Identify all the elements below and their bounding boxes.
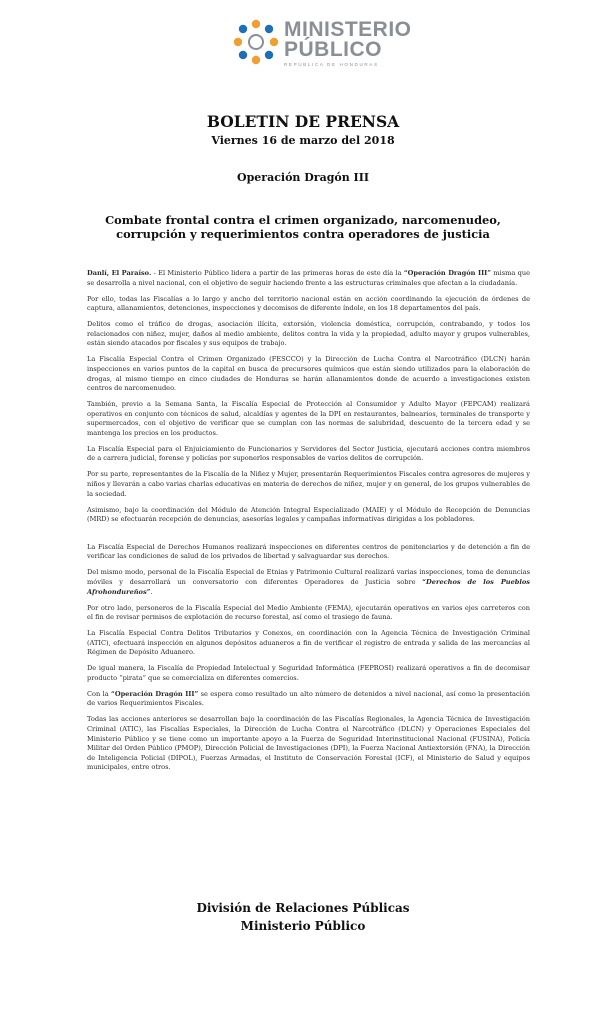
paragraph-12: La Fiscalía Especial Contra Delitos Tributarios y Conexos, en coordinación con la Agencia Técnica de Investigación Criminal (ATIC), efectuará inspección en algunos depósitos aduaneros a fin de verificar el registro de entrada y salida de las mercancías al Régimen de Depósito Aduanero. — [87, 629, 530, 657]
paragraph-1: Danlí, El Paraíso. - El Ministerio Público lidera a partir de las primeras horas de este día la “Operación Dragón III” misma que se desarrolla a nivel nacional, con el objetivo de seguir haciendo frente a las estructuras criminales que afectan a la ciudadanía. — [87, 269, 530, 287]
bulletin-body — [87, 269, 530, 779]
footer-institution: Ministerio Público — [240, 919, 366, 933]
ministerio-publico-logo — [232, 16, 422, 72]
paragraph-7: Por su parte, representantes de la Fiscalía de la Niñez y Mujer, presentarán Requerimientos Fiscales contra agresores de mujeres y niños y llevarán a cabo varias charlas educativas en materia de derechos de niñez, mujer y en general, de los grupos vulnerables de la sociedad. — [87, 470, 530, 498]
logo-emblem-icon — [232, 18, 280, 66]
paragraph-13: De igual manera, la Fiscalía de Propiedad Intelectual y Seguridad Informática (FEPROSI) realizará operativos a fin de decomisar producto “pirata” que se comercializa en diferentes comercios. — [87, 664, 530, 682]
footer-division: División de Relaciones Públicas — [196, 901, 410, 915]
bulletin-date: Viernes 16 de marzo del 2018 — [211, 134, 395, 147]
page-title: BOLETIN DE PRENSA — [206, 112, 400, 131]
operation-name: Operación Dragón III — [237, 171, 369, 184]
paragraph-4: La Fiscalía Especial Contra el Crimen Organizado (FESCCO) y la Dirección de Lucha Contra el Narcotráfico (DLCN) harán inspecciones en varios puntos de la capital en busca de precursores químicos que están siendo utilizados para la elaboración de drogas, al mismo tiempo en cinco ciudades de Honduras se harán allanamientos donde de acuerdo a investigaciones existen centros de narcomenudeo. — [87, 355, 530, 393]
paragraph-5: También, previo a la Semana Santa, la Fiscalía Especial de Protección al Consumidor y Adulto Mayor (FEPCAM) realizará operativos en conjunto con técnicos de salud, alcaldías y agentes de la DPI en restaurantes, balnearios, terminales de transporte y supermercados, con el objetivo de verificar que se cumplan con las normas de salubridad, descuento de la tercera edad y se mantenga los precios en los productos. — [87, 400, 530, 437]
dateline: Danlí, El Paraíso. — [87, 269, 152, 277]
logo-wordmark-line1: MINISTERIO — [284, 18, 412, 41]
logo-subtitle: REPÚBLICA DE HONDURAS — [284, 62, 379, 67]
bulletin-subtitle: Combate frontal contra el crimen organizado, narcomenudeo, corrupción y requerimientos contra operadores de justicia — [105, 213, 501, 241]
paragraph-10: Del mismo modo, personal de la Fiscalía Especial de Etnias y Patrimonio Cultural realizará varias inspecciones, toma de denuncias móviles y desarrollará un conversatorio con diferentes Operadores de Justicia sobre “Derechos de los Pueblos Afrohondureños”. — [87, 568, 530, 596]
paragraph-15: Todas las acciones anteriores se desarrollan bajo la coordinación de las Fiscalías Regionales, la Agencia Técnica de Investigación Criminal (ATIC), las Fiscalías Especiales, la Dirección de Lucha Contra el Narcotráfico (DLCN) y Operaciones Especiales del Ministerio Público y se tiene como un importante apoyo a la Fuerza de Seguridad Interinstitucional Nacional (FUSINA), Policía Militar del Orden Público (PMOP), Dirección Policial de Investigaciones (DPI), la Fuerza Nacional Antiextorsión (FNA), la Dirección de Inteligencia Policial (DIPOL), Fuerzas Armadas, el Instituto de Conservación Forestal (ICF), el Ministerio de Salud y equipos municipales, entre otros. — [87, 715, 530, 772]
paragraph-3: Delitos como el tráfico de drogas, asociación ilícita, extorsión, violencia doméstica, corrupción, contrabando, y todos los relacionados con niñez, mujer, daños al medio ambiente, delitos contra la vida y la propiedad, adulto mayor y grupos vulnerables, están siendo atacados por fiscales y sus equipos de trabajo. — [87, 320, 530, 348]
logo-wordmark-line2: PÚBLICO — [284, 38, 382, 61]
paragraph-11: Por otro lado, personeros de la Fiscalía Especial del Medio Ambiente (FEMA), ejecutarán operativos en varios ejes carreteros con el fin de revisar permisos de explotación de recurso forestal, así como el trasiego de fauna. — [87, 603, 530, 622]
paragraph-14: Con la “Operación Dragón III” se espera como resultado un alto número de detenidos a nivel nacional, así como la presentación de varios Requerimientos Fiscales. — [87, 689, 530, 708]
paragraph-2: Por ello, todas las Fiscalías a lo largo y ancho del territorio nacional están en acción coordinando la ejecución de órdenes de captura, allanamientos, detenciones, inspecciones y decomisos de diferente índole, en los 18 departamentos del país. — [87, 294, 530, 313]
paragraph-6: La Fiscalía Especial para el Enjuiciamiento de Funcionarios y Servidores del Sector Justicia, ejecutará acciones contra miembros de a carrera judicial, forense y policías por suponerlos responsables de varios delitos de corrupción. — [87, 444, 530, 463]
paragraph-8: Asimismo, bajo la coordinación del Módulo de Atención Integral Especializado (MAIE) y el Módulo de Recepción de Denuncias (MRD) se efectuarán recepción de denuncias, asesorías legales y campañas informativas dirigidas a los pobladores. — [87, 505, 530, 524]
paragraph-9: La Fiscalía Especial de Derechos Humanos realizará inspecciones en diferentes centros de penitenciarios y de detención a fin de verificar las condiciones de salud de los privados de libertad y salvaguardar sus derechos. — [87, 542, 530, 561]
